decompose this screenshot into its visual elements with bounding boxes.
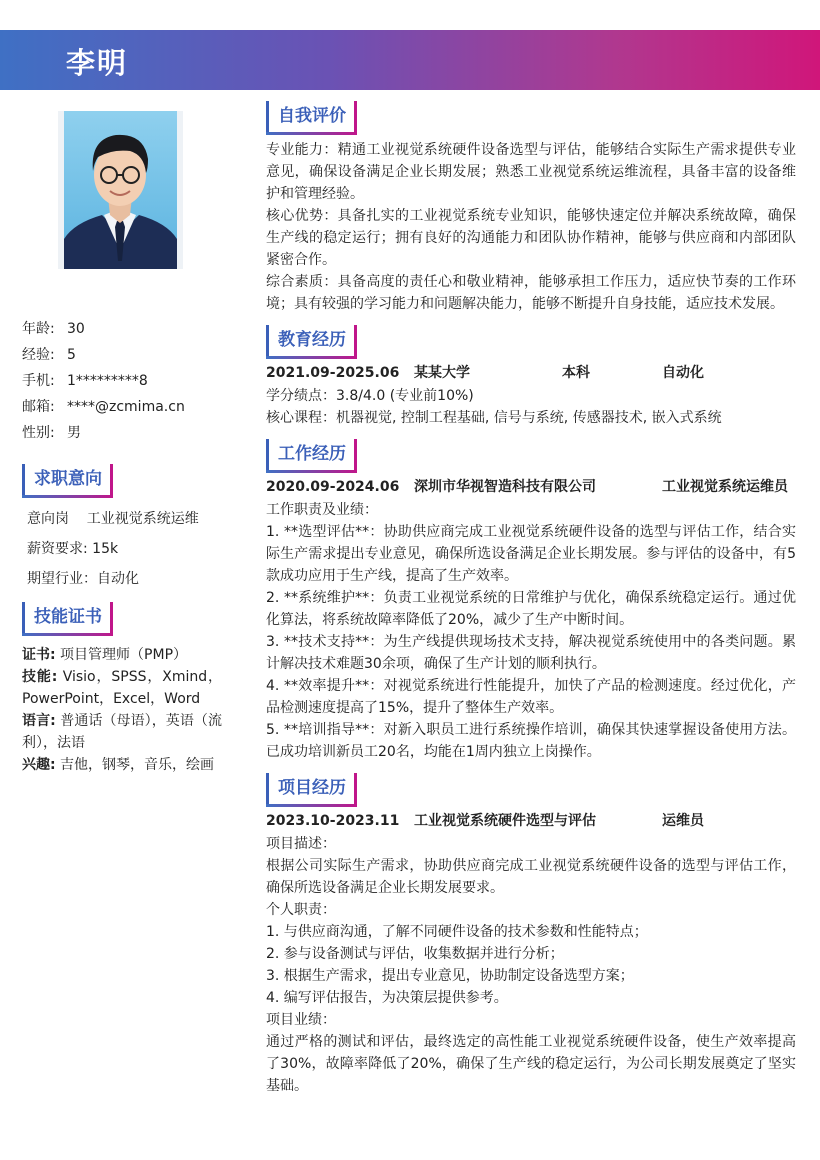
skill-tech: 技能: Visio，SPSS，Xmind，PowerPoint，Excel，Word [22,669,222,707]
section-title-project: 项目经历 [266,773,357,805]
candidate-name: 李明 [66,46,129,80]
intent-industry: 期望行业：自动化 [27,571,139,587]
project-duty-2: 2. 参与设备测试与评估，收集数据并进行分析； [266,946,564,962]
basic-experience: 经验: 5 [22,347,76,363]
work-item-1: 1. **选型评估**：协助供应商完成工业视觉系统硬件设备的选型与评估工作，结合实际生产需求提出专业意见，确保所选设备满足企业长期发展。参与评估的设备中，有5款成功应用于生产线，提高了生产效率。 [266,524,796,584]
basic-gender: 性别: 男 [22,425,81,441]
work-period: 2020.09-2024.06 [266,479,400,495]
section-title-skills: 技能证书 [22,602,113,634]
right-column [266,101,796,1097]
intent-salary: 薪资要求: 15k [27,541,119,557]
profile-photo [58,111,183,269]
project-duty-label: 个人职责： [266,902,336,918]
project-result: 通过严格的测试和评估，最终选定的高性能工业视觉系统硬件设备，使生产效率提高了30%，故障率降低了20%，确保了生产线的稳定运行，为公司长期发展奠定了坚实基础。 [266,1034,796,1094]
project-period: 2023.10-2023.11 [266,813,400,829]
basic-email: 邮箱: ****@zcmima.cn [22,399,185,415]
work-item-3: 3. **技术支持**：为生产线提供现场技术支持，解决视觉系统使用中的各类问题。累计解决技术难题30余项，确保了生产计划的顺利执行。 [266,634,796,672]
education-degree: 本科 [562,365,590,381]
section-title-self-eval: 自我评价 [266,101,357,133]
project-duty-1: 1. 与供应商沟通，了解不同硬件设备的技术参数和性能特点； [266,924,648,940]
skill-language: 语言: 普通话（母语），英语（流利），法语 [22,713,222,751]
skill-hobby: 兴趣: 吉他，钢琴，音乐，绘画 [22,757,215,773]
project-result-label: 项目业绩： [266,1012,336,1028]
self-eval-p1: 专业能力：精通工业视觉系统硬件设备选型与评估，能够结合实际生产需求提供专业意见，确保设备满足企业长期发展；熟悉工业视觉系统运维流程，具备丰富的设备维护和管理经验。 [266,142,796,202]
education-courses: 核心课程：机器视觉, 控制工程基础, 信号与系统, 传感器技术, 嵌入式系统 [266,410,722,426]
project-duty-3: 3. 根据生产需求，提出专业意见，协助制定设备选型方案； [266,968,634,984]
section-title-education: 教育经历 [266,325,357,357]
project-name: 工业视觉系统硬件选型与评估 [414,813,596,829]
education-gpa: 学分绩点：3.8/4.0 (专业前10%) [266,388,474,404]
basic-phone: 手机: 1*********8 [22,373,148,389]
education-header [266,361,796,385]
work-company: 深圳市华视智造科技有限公司 [414,479,596,495]
left-column [22,316,222,776]
self-eval-p3: 综合素质：具备高度的责任心和敬业精神，能够承担工作压力，适应快节奏的工作环境；具有较强的学习能力和问题解决能力，能够不断提升自身技能，适应技术发展。 [266,274,796,312]
portrait-image [64,111,177,269]
education-major: 自动化 [662,365,704,381]
project-desc-label: 项目描述： [266,836,336,852]
self-eval-p2: 核心优势：具备扎实的工业视觉系统专业知识，能够快速定位并解决系统故障，确保生产线的稳定运行；拥有良好的沟通能力和团队协作精神，能够与供应商和内部团队紧密合作。 [266,208,796,268]
project-header [266,809,796,833]
section-title-intent: 求职意向 [22,464,113,496]
work-item-2: 2. **系统维护**：负责工业视觉系统的日常维护与优化，确保系统稳定运行。通过优化算法，将系统故障率降低了20%，减少了生产中断时间。 [266,590,796,628]
basic-age: 年龄: 30 [22,321,85,337]
work-item-5: 5. **培训指导**：对新入职员工进行系统操作培训，确保其快速掌握设备使用方法。已成功培训新员工20名，均能在1周内独立上岗操作。 [266,722,796,760]
skill-cert: 证书: 项目管理师（PMP） [22,647,188,663]
project-role: 运维员 [662,813,704,829]
header-banner [0,30,820,90]
education-school: 某某大学 [414,365,470,381]
work-intro: 工作职责及业绩： [266,502,378,518]
project-desc: 根据公司实际生产需求，协助供应商完成工业视觉系统硬件设备的选型与评估工作，确保所选设备满足企业长期发展要求。 [266,858,796,896]
work-header [266,475,796,499]
section-title-work: 工作经历 [266,439,357,471]
project-duty-4: 4. 编写评估报告，为决策层提供参考。 [266,990,508,1006]
work-item-4: 4. **效率提升**：对视觉系统进行性能提升，加快了产品的检测速度。经过优化，产品检测速度提高了15%，提升了整体生产效率。 [266,678,796,716]
work-role: 工业视觉系统运维员 [662,479,788,495]
education-period: 2021.09-2025.06 [266,365,400,381]
intent-position: 意向岗 工业视觉系统运维 [27,511,199,527]
